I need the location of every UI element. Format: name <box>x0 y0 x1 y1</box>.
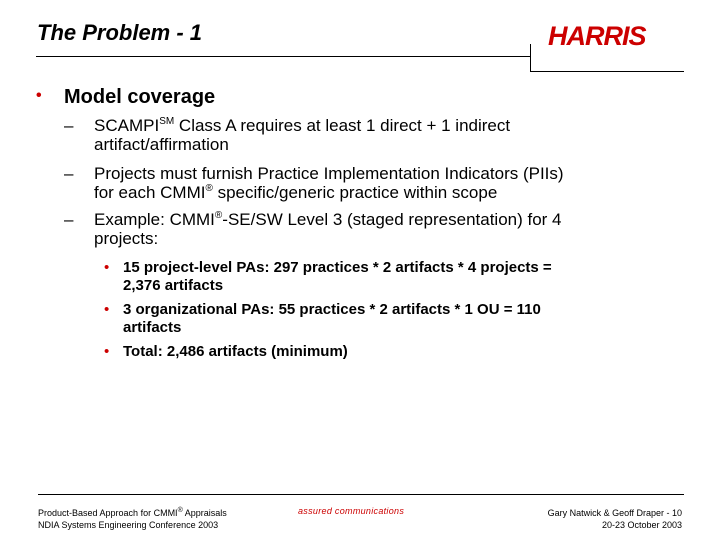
dash-icon: – <box>64 116 74 135</box>
title-rule <box>36 56 530 57</box>
logo-vertical-rule <box>530 44 531 72</box>
footer-left: Product-Based Approach for CMMI® Appraisals NDIA Systems Engineering Conference 2003 <box>38 507 227 530</box>
footer-date: 20-23 October 2003 <box>601 520 682 530</box>
bullet-dot-icon: • <box>104 259 110 276</box>
list-item <box>64 116 664 154</box>
sub-list-item <box>104 301 664 337</box>
dash-icon: – <box>64 210 74 229</box>
list-item <box>64 164 664 202</box>
harris-logo <box>546 18 668 52</box>
list-item <box>64 210 664 248</box>
slide-title: The Problem - 1 <box>37 20 203 45</box>
sub-list-item-text: Total: 2,486 artifacts (minimum) <box>123 343 348 360</box>
sub-list-item-text: 3 organizational PAs: 55 practices * 2 artifacts * 1 OU = 110 artifacts <box>123 301 541 336</box>
sub-list-item <box>104 343 664 361</box>
logo-horizontal-rule <box>530 71 684 72</box>
bullet-dot-icon: • <box>104 301 110 318</box>
sub-list-item <box>104 259 664 295</box>
sub-list-item-text: 15 project-level PAs: 297 practices * 2 artifacts * 4 projects = 2,376 artifacts <box>123 259 552 294</box>
dash-icon: – <box>64 164 74 183</box>
bullet-dot-icon: • <box>36 87 42 104</box>
heading-text: Model coverage <box>64 86 216 108</box>
bullet-dot-icon: • <box>104 343 110 360</box>
footer-tagline: assured communications <box>298 506 405 516</box>
footer-authors: Gary Natwick & Geoff Draper - 10 <box>547 508 682 518</box>
logo-text: HARRIS <box>548 21 646 51</box>
list-item-text: SCAMPI℠ Class A requires at least 1 direct + 1 indirect artifact/affirmation <box>94 116 511 154</box>
list-item-text: Projects must furnish Practice Implementation Indicators (PIIs) for each CMMI® specific/generic practice within scope <box>94 164 564 202</box>
footer-rule <box>38 494 684 495</box>
footer-conference: NDIA Systems Engineering Conference 2003 <box>38 520 219 530</box>
footer-right <box>548 507 682 531</box>
list-item-text: Example: CMMI®-SE/SW Level 3 (staged representation) for 4 projects: <box>94 210 562 248</box>
